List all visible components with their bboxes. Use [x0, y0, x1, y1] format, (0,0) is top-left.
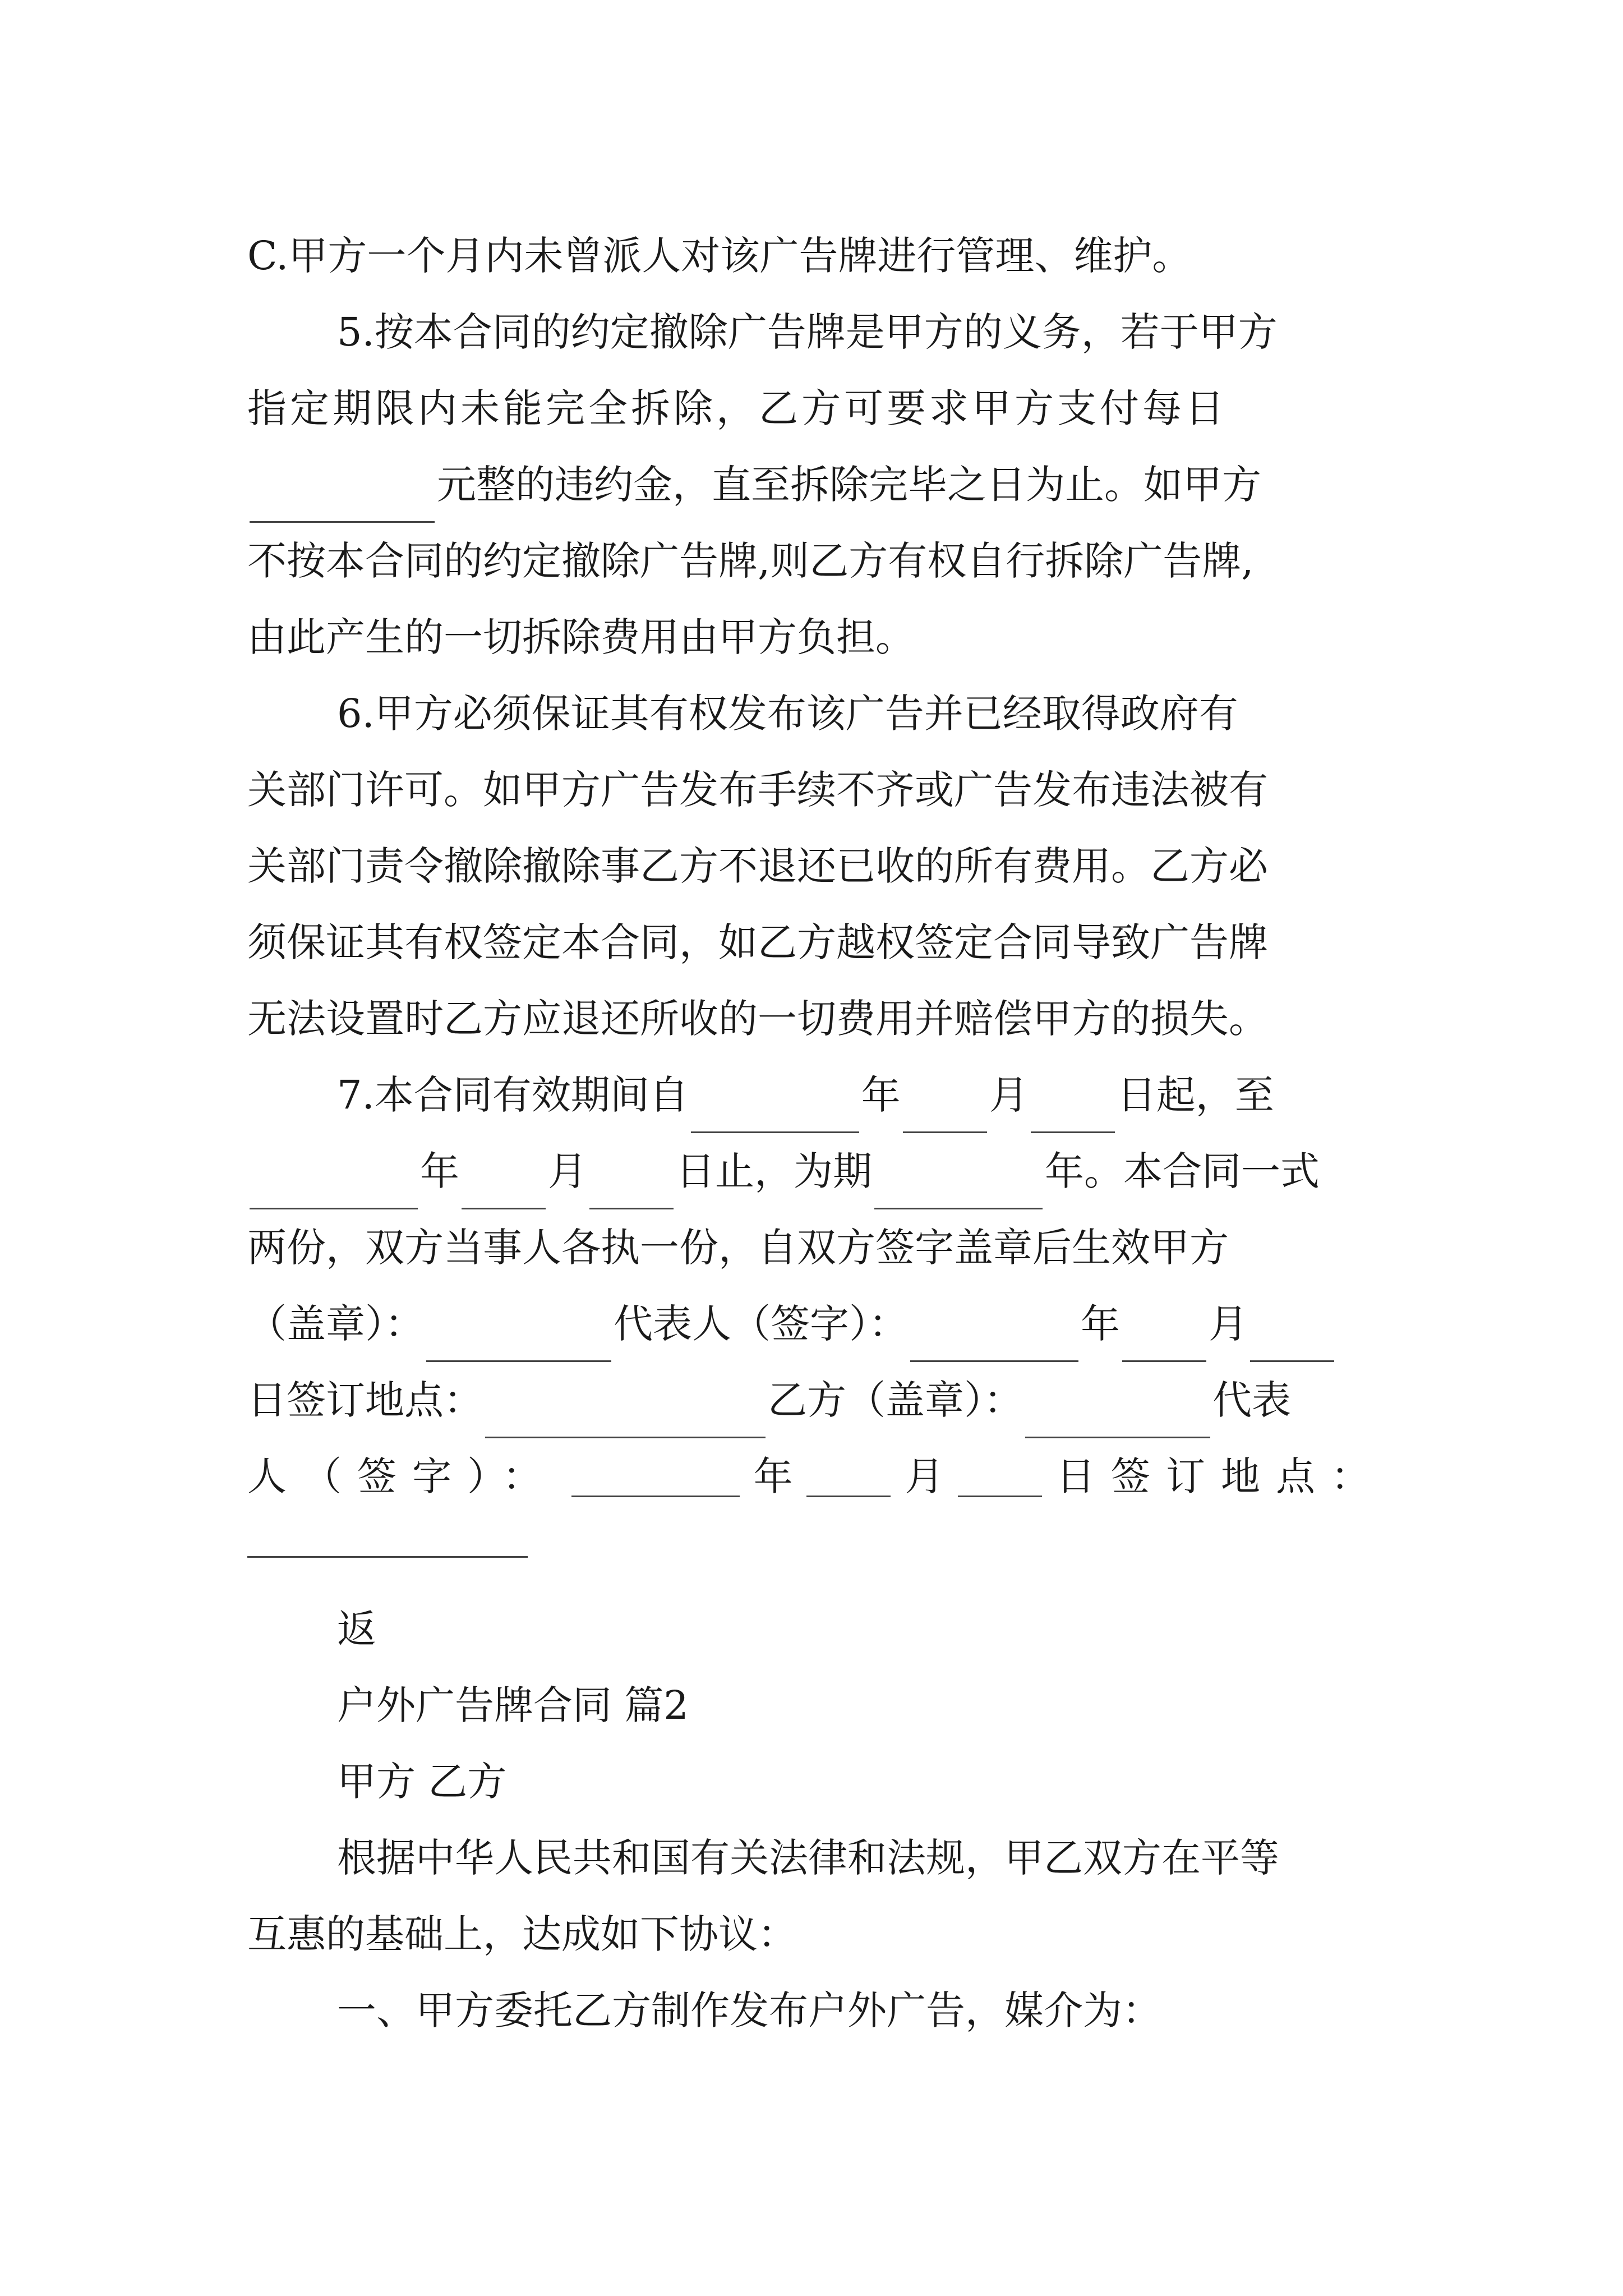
blank-year[interactable]	[691, 1092, 859, 1133]
section-2-clause-1: 一、甲方委托乙方制作发布户外广告，媒介为：	[337, 1987, 1161, 2033]
paragraph-item-6-line-2: 关部门许可。如甲方广告发布手续不齐或广告发布违法被有	[247, 767, 1268, 813]
paragraph-item-6-line-3: 关部门责令撤除撤除事乙方不退还已收的所有费用。乙方必	[247, 843, 1268, 889]
blank-year[interactable]	[910, 1321, 1078, 1362]
text: 月	[905, 1453, 944, 1499]
text: 代表人（签字）：	[614, 1301, 908, 1347]
text: 5.按本合同的约定撤除广告牌是甲方的义务，若于甲方	[337, 309, 1278, 355]
paragraph-item-7-line-1	[247, 1057, 1386, 1133]
text: 年	[420, 1148, 459, 1194]
text: 日起，至	[1117, 1072, 1274, 1118]
paragraph-item-6-line-1: 6.甲方必须保证其有权发布该广告并已经取得政府有	[337, 691, 1238, 737]
text: 年	[861, 1072, 901, 1118]
blank-signing-place[interactable]	[485, 1397, 766, 1438]
return-label[interactable]: 返	[337, 1606, 376, 1652]
paragraph-item-7-line-7	[247, 1515, 1386, 1591]
section-2-intro-line-1: 根据中华人民共和国有关法律和法规，甲乙双方在平等	[337, 1835, 1279, 1881]
blank-month[interactable]	[903, 1092, 987, 1133]
text: 元整的违约金，直至拆除完毕之日为止。如甲方	[437, 462, 1261, 508]
text: 7.本合同有效期间自	[337, 1072, 689, 1118]
text: 日止，为期	[676, 1148, 872, 1194]
section-2-parties: 甲方 乙方	[337, 1759, 507, 1805]
text: 年	[753, 1453, 793, 1499]
blank-day[interactable]	[958, 1456, 1042, 1497]
blank-month[interactable]	[462, 1168, 546, 1209]
section-2-title: 户外广告牌合同 篇2	[337, 1682, 689, 1728]
paragraph-item-5-line-2: 指定期限内未能完全拆除，乙方可要求甲方支付每日	[247, 385, 1228, 431]
paragraph-item-5-line-4: 不按本合同的约定撤除广告牌,则乙方有权自行拆除广告牌,	[247, 538, 1254, 584]
paragraph-item-5-line-1	[247, 294, 1386, 370]
text: 日签订地点：	[1055, 1453, 1386, 1499]
text: 代表	[1212, 1377, 1291, 1423]
blank-year[interactable]	[571, 1456, 740, 1497]
text: 人（签字）：	[247, 1453, 557, 1499]
paragraph-item-7-line-3: 两份，双方当事人各执一份，自双方签字盖章后生效甲方	[247, 1225, 1229, 1271]
blank-year[interactable]	[250, 1168, 418, 1209]
text: 乙方（盖章）：	[768, 1377, 1023, 1423]
paragraph-item-c: C.甲方一个月内未曾派人对该广告牌进行管理、维护。	[247, 233, 1192, 279]
blank-term-years[interactable]	[874, 1168, 1043, 1209]
blank-day[interactable]	[589, 1168, 674, 1209]
paragraph-item-7-line-5	[247, 1362, 1386, 1438]
blank-month[interactable]	[806, 1456, 891, 1497]
text: 月	[548, 1148, 587, 1194]
paragraph-item-5-line-5: 由此产生的一切拆除费用由甲方负担。	[247, 614, 915, 660]
blank-party-a-seal[interactable]	[426, 1321, 611, 1362]
text: 年	[1081, 1301, 1120, 1347]
paragraph-item-6-line-5: 无法设置时乙方应退还所收的一切费用并赔偿甲方的损失。	[247, 996, 1268, 1042]
blank-day[interactable]	[1031, 1092, 1115, 1133]
blank-signing-place[interactable]	[247, 1515, 528, 1558]
paragraph-item-7-line-4	[247, 1286, 1386, 1362]
text: 月	[989, 1072, 1029, 1118]
paragraph-item-5-line-3	[247, 447, 1386, 523]
text: 年。本合同一式	[1045, 1148, 1320, 1194]
blank-party-b-seal[interactable]	[1025, 1397, 1210, 1438]
document-body	[247, 218, 1386, 2049]
text: 日签订地点：	[247, 1377, 483, 1423]
paragraph-item-7-line-6	[247, 1438, 1386, 1515]
section-2-intro-line-2: 互惠的基础上，达成如下协议：	[247, 1911, 797, 1957]
text: （盖章）：	[247, 1301, 424, 1347]
blank-month[interactable]	[1122, 1321, 1206, 1362]
text: 月	[1209, 1301, 1248, 1347]
blank-fill-line[interactable]	[250, 482, 435, 523]
paragraph-item-6-line-4: 须保证其有权签定本合同，如乙方越权签定合同导致广告牌	[247, 919, 1268, 965]
paragraph-item-7-line-2	[247, 1133, 1386, 1209]
blank-day[interactable]	[1250, 1321, 1334, 1362]
